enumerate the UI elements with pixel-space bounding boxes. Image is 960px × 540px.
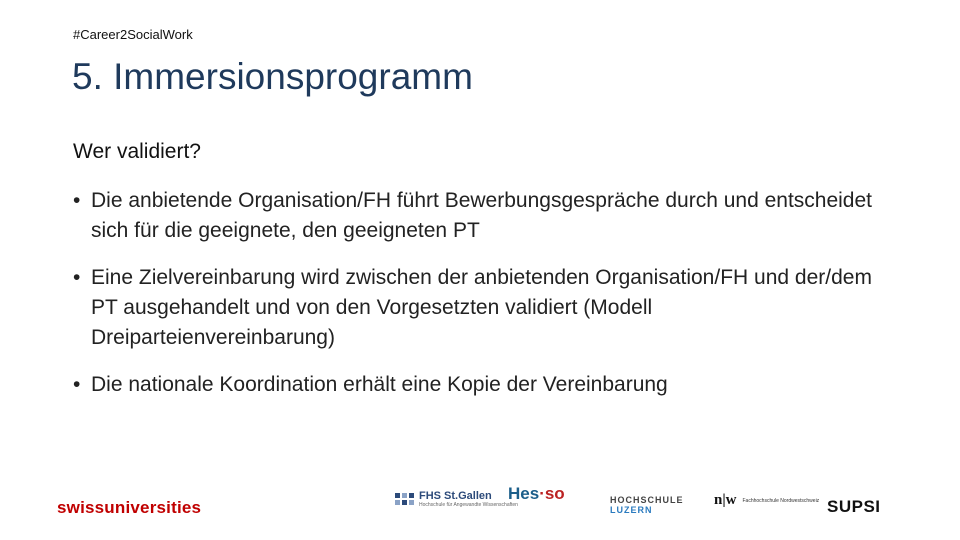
bullet-item: [73, 186, 893, 246]
supsi-logo: [827, 492, 897, 517]
bullet-item: [73, 370, 893, 400]
fhnw-mark: n|w: [714, 492, 737, 508]
logo-bar: [0, 480, 960, 540]
fhnw-subtitle: Fachhochschule Nordwestschweiz: [742, 497, 820, 504]
luzern-text: LUZERN: [610, 505, 653, 515]
fhs-name: FHS St.Gallen: [419, 490, 492, 502]
fhs-mark-icon: [395, 493, 414, 505]
slide-title: 5. Immersionsprogramm: [72, 56, 473, 97]
bullet-text: Die nationale Koordination erhält eine Kopie der Vereinbarung: [91, 373, 668, 396]
fhs-stgallen-logo: [395, 490, 518, 508]
bullet-list: [73, 186, 893, 417]
bullet-dot: •: [73, 373, 81, 396]
slide-subtitle: Wer validiert?: [73, 140, 201, 163]
hochschule-luzern-logo: [610, 490, 684, 515]
fhs-subtitle: Hochschule für Angewandte Wissenschaften: [419, 502, 518, 508]
bullet-dot: •: [73, 189, 81, 212]
hochschule-text: HOCHSCHULE: [610, 495, 684, 505]
bullet-text: Eine Zielvereinbarung wird zwischen der anbietenden Organisation/FH und der/dem PT ausgehandelt und von den Vorgesetzten validiert (Modell Dreiparteienvereinbarung): [91, 266, 872, 349]
bullet-item: [73, 263, 893, 353]
swissuniversities-logo: swissuniversities: [57, 498, 202, 517]
hesso-name-b: ·so: [539, 484, 565, 503]
bullet-dot: •: [73, 266, 81, 289]
fhnw-logo: [714, 492, 819, 509]
hesso-fine-print: [508, 504, 588, 509]
hashtag: #Career2SocialWork: [73, 27, 193, 42]
hesso-logo: [508, 484, 588, 509]
hesso-name-a: Hes: [508, 484, 540, 503]
supsi-name: SUPSI: [827, 497, 881, 516]
bullet-text: Die anbietende Organisation/FH führt Bewerbungsgespräche durch und entscheidet sich für die geeignete, den geeigneten PT: [91, 189, 872, 242]
